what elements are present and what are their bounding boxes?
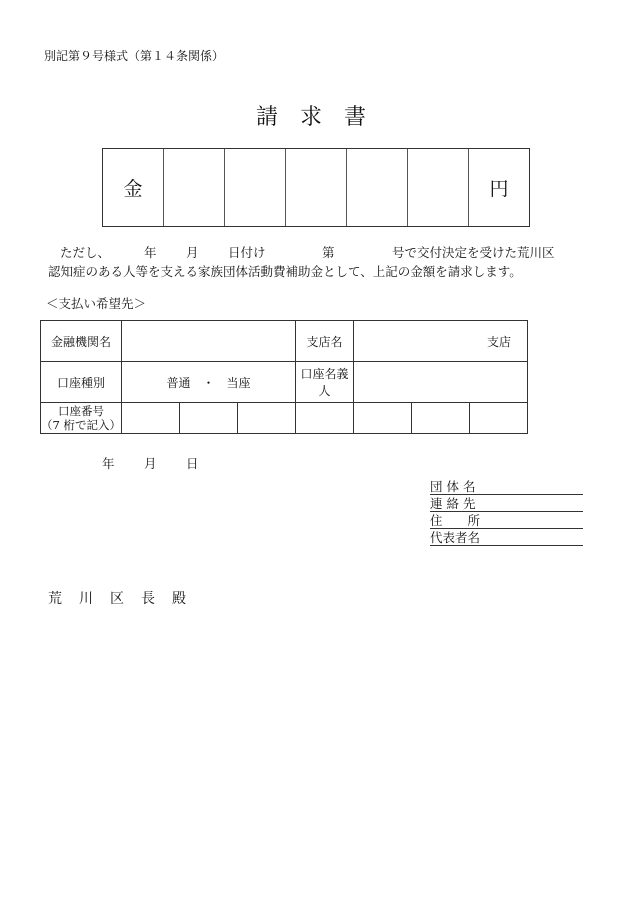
group-name-line[interactable] (430, 480, 583, 495)
tadashi-text: ただし、 (60, 245, 111, 260)
amount-suffix: 円 (468, 149, 529, 226)
amount-digit-cell[interactable] (285, 149, 346, 226)
go-text: 号で交付決定を受けた荒川区 (392, 245, 555, 260)
contact-line[interactable] (430, 497, 583, 512)
amount-digit-cell[interactable] (224, 149, 285, 226)
amount-box (102, 148, 530, 227)
date-day-label: 日 (186, 456, 199, 471)
payment-heading: ＜支払い希望先＞ (46, 296, 147, 311)
account-type-label: 口座種別 (41, 362, 122, 403)
account-number-label-text: 口座番号 (58, 404, 104, 418)
group-name-label: 団 体 名 (430, 479, 476, 494)
branch-name-field[interactable]: 支店 (354, 321, 528, 362)
contact-label: 連 絡 先 (430, 496, 476, 511)
document-title: 請求書 (255, 105, 388, 130)
representative-label: 代表者名 (430, 530, 481, 545)
address-label: 住 所 (430, 513, 481, 528)
addressee: 荒川区長殿 (48, 591, 203, 607)
account-digit-cell[interactable] (354, 403, 412, 434)
date-month-label: 月 (144, 456, 157, 471)
purpose-text: 認知症のある人等を支える家族団体活動費補助金として、上記の金額を請求します。 (48, 264, 522, 279)
dai-label: 第 (322, 245, 335, 260)
account-holder-field[interactable] (354, 362, 528, 403)
branch-name-label: 支店名 (296, 321, 354, 362)
year-label: 年 (144, 245, 157, 260)
date-year-label: 年 (102, 456, 115, 471)
bank-name-label: 金融機関名 (41, 321, 122, 362)
amount-digit-cell[interactable] (163, 149, 224, 226)
account-type-options[interactable]: 普通 ・ 当座 (122, 362, 296, 403)
account-digit-cell[interactable] (470, 403, 528, 434)
account-holder-label: 口座名義人 (296, 362, 354, 403)
bank-name-field[interactable] (122, 321, 296, 362)
account-number-label (41, 403, 122, 434)
account-number-note: （7 桁で記入） (41, 418, 121, 432)
amount-digit-cell[interactable] (346, 149, 407, 226)
account-digit-cell[interactable] (296, 403, 354, 434)
form-number: 別記第９号様式（第１４条関係） (44, 49, 225, 63)
account-digit-cell[interactable] (180, 403, 238, 434)
date-suffix-label: 日付け (228, 245, 266, 260)
representative-line[interactable] (430, 531, 583, 546)
amount-prefix: 金 (123, 178, 143, 200)
month-label: 月 (186, 245, 199, 260)
amount-digit-cell[interactable] (407, 149, 468, 226)
address-line[interactable] (430, 514, 583, 529)
account-digit-cell[interactable] (122, 403, 180, 434)
account-digit-cell[interactable] (412, 403, 470, 434)
payment-table (40, 320, 528, 434)
account-digit-cell[interactable] (238, 403, 296, 434)
